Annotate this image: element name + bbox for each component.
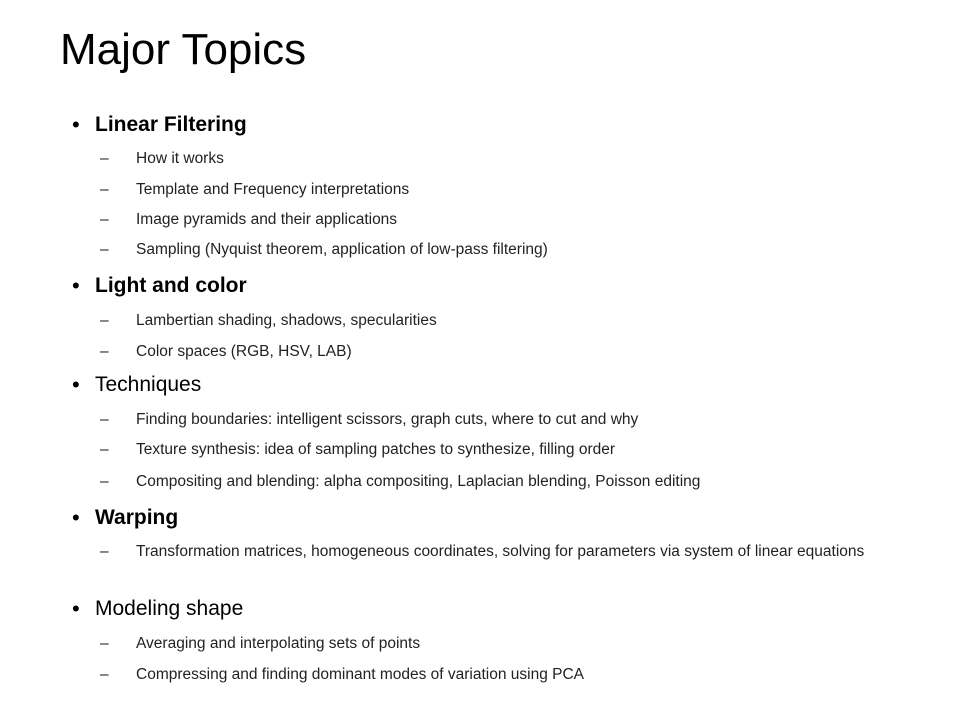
subtopic-text: Finding boundaries: intelligent scissors, graph cuts, where to cut and why bbox=[136, 411, 639, 428]
dash-icon: – bbox=[100, 666, 109, 683]
subtopic-item bbox=[100, 663, 890, 687]
subtopic-text: Color spaces (RGB, HSV, LAB) bbox=[136, 343, 352, 360]
subtopic-item bbox=[100, 408, 890, 432]
bullet-icon: • bbox=[72, 505, 80, 530]
subtopic-item bbox=[100, 238, 890, 262]
subtopic-item bbox=[100, 208, 890, 232]
subtopic-text: Image pyramids and their applications bbox=[136, 211, 398, 228]
dash-icon: – bbox=[100, 343, 109, 360]
subtopic-text: Template and Frequency interpretations bbox=[136, 181, 410, 198]
subtopic-text: Texture synthesis: idea of sampling patches to synthesize, filling order bbox=[136, 441, 616, 458]
subtopic-text: Averaging and interpolating sets of points bbox=[136, 635, 421, 652]
subtopic-item bbox=[100, 178, 890, 202]
subtopic-text: Sampling (Nyquist theorem, application of low-pass filtering) bbox=[136, 241, 548, 258]
dash-icon: – bbox=[100, 181, 109, 198]
subtopic-item bbox=[100, 438, 890, 462]
dash-icon: – bbox=[100, 211, 109, 228]
topic-label: Techniques bbox=[95, 373, 202, 396]
dash-icon: – bbox=[100, 411, 109, 428]
dash-icon: – bbox=[100, 543, 109, 560]
dash-icon: – bbox=[100, 312, 109, 329]
subtopic-item bbox=[100, 632, 890, 656]
topic-label: Light and color bbox=[95, 274, 247, 297]
topic-label: Linear Filtering bbox=[95, 113, 247, 136]
dash-icon: – bbox=[100, 441, 109, 458]
subtopic-text: How it works bbox=[136, 150, 224, 167]
topic-label: Modeling shape bbox=[95, 597, 244, 620]
slide-title: Major Topics bbox=[60, 25, 307, 74]
topic-label: Warping bbox=[95, 506, 179, 529]
bullet-icon: • bbox=[72, 273, 80, 298]
subtopic-item bbox=[100, 340, 890, 364]
dash-icon: – bbox=[100, 241, 109, 258]
subtopic-item bbox=[100, 470, 890, 494]
subtopic-text: Lambertian shading, shadows, specularities bbox=[136, 312, 437, 329]
subtopic-text: Compressing and finding dominant modes of variation using PCA bbox=[136, 666, 585, 683]
subtopic-text: Transformation matrices, homogeneous coordinates, solving for parameters via system of linear equations bbox=[136, 543, 865, 560]
bullet-icon: • bbox=[72, 596, 80, 621]
subtopic-item bbox=[100, 540, 890, 564]
dash-icon: – bbox=[100, 473, 109, 490]
bullet-icon: • bbox=[72, 372, 80, 397]
dash-icon: – bbox=[100, 150, 109, 167]
subtopic-text: Compositing and blending: alpha compositing, Laplacian blending, Poisson editing bbox=[136, 473, 701, 490]
subtopic-item bbox=[100, 309, 890, 333]
subtopic-item bbox=[100, 147, 890, 171]
bullet-icon: • bbox=[72, 112, 80, 137]
dash-icon: – bbox=[100, 635, 109, 652]
